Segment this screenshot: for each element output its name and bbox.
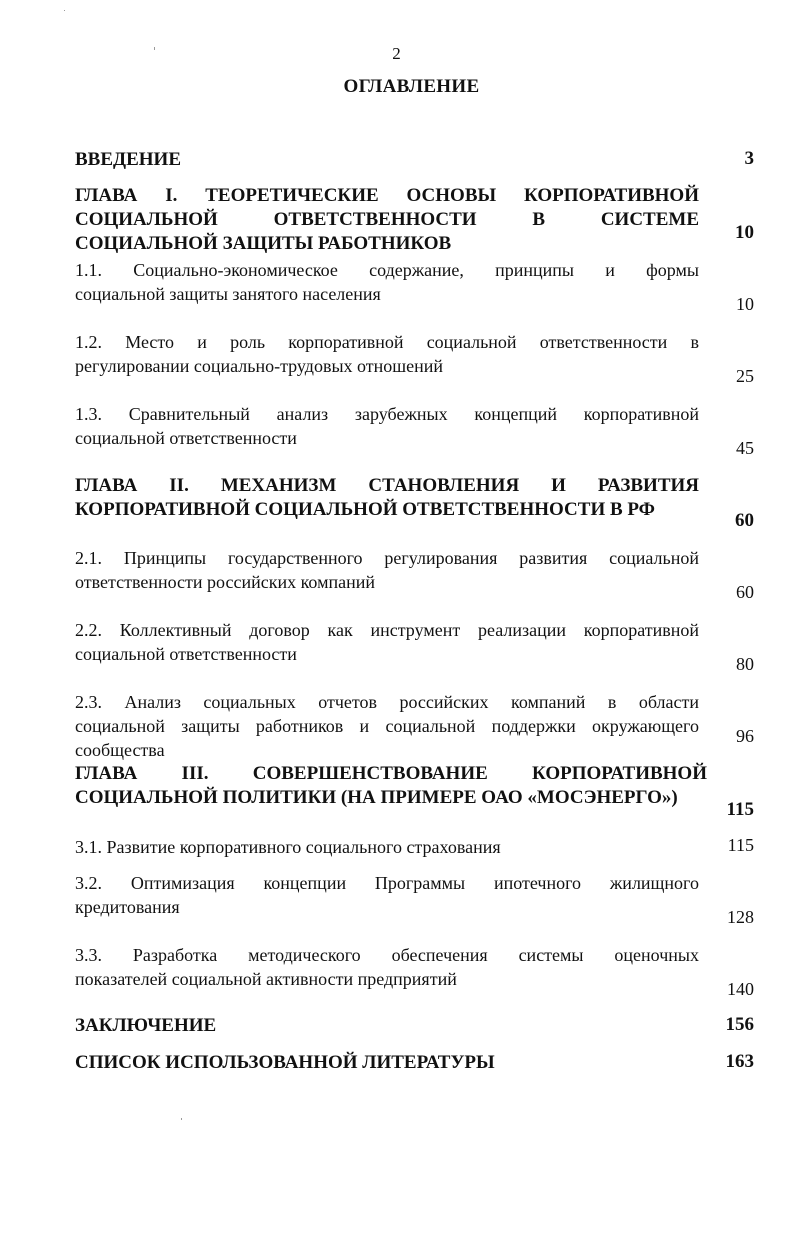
toc-entry-line: ГЛАВА II. МЕХАНИЗМ СТАНОВЛЕНИЯ И РАЗВИТИЯ [75,475,699,496]
toc-entry-line: СОЦИАЛЬНОЙ ОТВЕТСТВЕННОСТИ В СИСТЕМЕ [75,209,699,230]
toc-page-number: 140 [727,979,754,999]
toc-entry-line: показателей социальной активности предприятий [75,969,457,989]
toc-page-number: 10 [736,294,754,314]
toc-entry-section-3-3 [75,943,699,991]
toc-entry-chapter-3 [75,762,707,810]
toc-entry-line: социальной ответственности [75,428,297,448]
toc-entry-conclusion [75,1014,699,1038]
toc-page-number: 25 [736,366,754,386]
toc-page-number: 80 [736,654,754,674]
toc-entry-chapter-2 [75,474,699,522]
page-number: 2 [392,44,401,63]
toc-entry-section-1-1 [75,258,699,306]
toc-entry-line: 1.2. Место и роль корпоративной социальной ответственности в [75,332,699,352]
toc-entry-line: ВВЕДЕНИЕ [75,149,181,170]
scan-speck [64,10,65,11]
toc-entry-line: СОЦИАЛЬНОЙ ПОЛИТИКИ (НА ПРИМЕРЕ ОАО «МОСЭНЕРГО») [75,787,678,808]
toc-entry-line: регулировании социально-трудовых отношений [75,356,444,376]
toc-entry-line: кредитования [75,897,180,917]
toc-entry-section-1-3 [75,402,699,450]
toc-entry-line: ГЛАВА III. СОВЕРШЕНСТВОВАНИЕ КОРПОРАТИВНОЙ [75,763,707,784]
toc-entry-section-1-2 [75,330,699,378]
toc-entry-line: 1.1. Социально-экономическое содержание, принципы и формы [75,260,699,280]
toc-entry-references [75,1051,699,1075]
toc-entry-line: СОЦИАЛЬНОЙ ЗАЩИТЫ РАБОТНИКОВ [75,233,452,254]
scan-speck [154,47,155,50]
toc-entry-section-2-2 [75,618,699,666]
toc-entry-line: 2.2. Коллективный договор как инструмент реализации корпоративной [75,620,699,640]
toc-page-number: 10 [735,222,754,243]
toc-page-number: 96 [736,726,754,746]
toc-page-number: 156 [725,1014,754,1035]
toc-entry-line: ГЛАВА I. ТЕОРЕТИЧЕСКИЕ ОСНОВЫ КОРПОРАТИВНОЙ [75,185,699,206]
toc-entry-line: 2.3. Анализ социальных отчетов российских компаний в области [75,692,699,712]
toc-entry-line: социальной защиты работников и социальной поддержки окружающего [75,716,699,736]
toc-entry-section-2-3 [75,690,699,762]
toc-entry-line: социальной ответственности [75,644,297,664]
toc-entry-line: 3.3. Разработка методического обеспечения системы оценочных [75,945,699,965]
toc-entry-line: 3.1. Развитие корпоративного социального страхования [75,837,501,857]
toc-page-number: 60 [736,582,754,602]
toc-page-number: 115 [726,799,754,820]
toc-entry-introduction [75,148,699,172]
toc-page-number: 163 [725,1051,754,1072]
toc-page-number: 128 [727,907,754,927]
scan-speck [181,1118,182,1120]
toc-page-number: 115 [727,835,754,855]
toc-entry-line: 1.3. Сравнительный анализ зарубежных концепций корпоративной [75,404,699,424]
toc-entry-line: социальной защиты занятого населения [75,284,381,304]
toc-entry-section-2-1 [75,546,699,594]
toc-page-number: 60 [735,510,754,531]
toc-entry-line: 3.2. Оптимизация концепции Программы ипотечного жилищного [75,873,699,893]
toc-entry-line: КОРПОРАТИВНОЙ СОЦИАЛЬНОЙ ОТВЕТСТВЕННОСТИ В РФ [75,499,655,520]
toc-entry-chapter-1 [75,184,699,256]
toc-page-number: 45 [736,438,754,458]
toc-entry-line: ЗАКЛЮЧЕНИЕ [75,1015,217,1036]
toc-entry-line: сообщества [75,740,165,760]
toc-entry-line: 2.1. Принципы государственного регулирования развития социальной [75,548,699,568]
toc-entry-section-3-2 [75,871,699,919]
toc-entry-line: СПИСОК ИСПОЛЬЗОВАННОЙ ЛИТЕРАТУРЫ [75,1052,495,1073]
page-title: ОГЛАВЛЕНИЕ [343,76,480,97]
toc-page-number: 3 [744,148,754,169]
toc-entry-section-3-1 [75,835,699,859]
toc-entry-line: ответственности российских компаний [75,572,375,592]
